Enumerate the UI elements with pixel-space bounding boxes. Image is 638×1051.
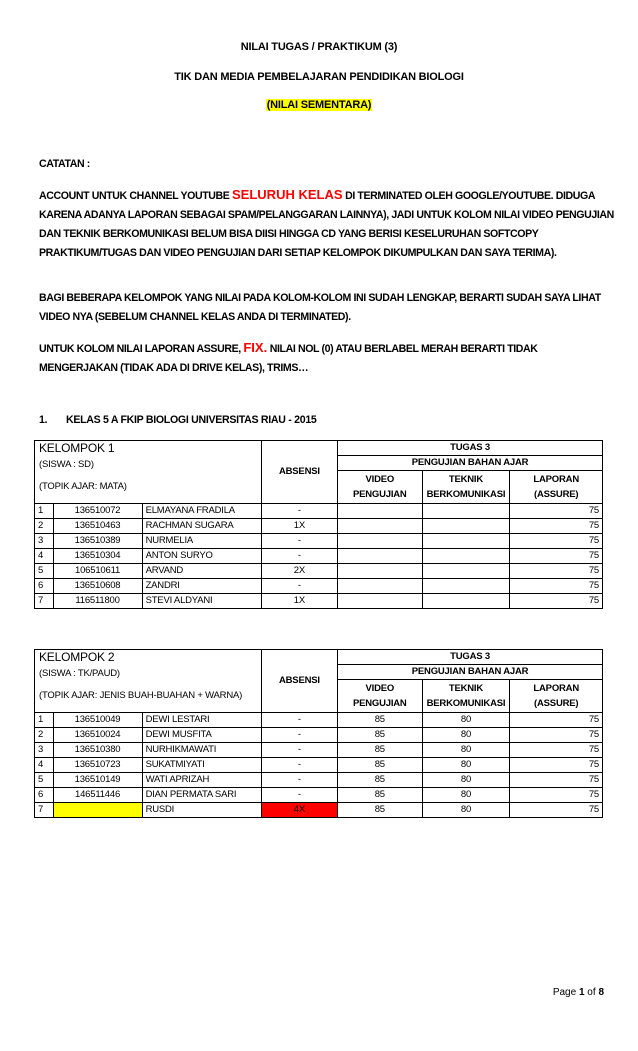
cell-teknik: 80 xyxy=(422,728,510,743)
cell-teknik xyxy=(422,594,510,609)
cell-no: 4 xyxy=(35,549,54,564)
cell-absensi: - xyxy=(261,504,337,519)
table-row xyxy=(35,758,603,773)
note-paragraph-1 xyxy=(39,185,614,263)
cell-teknik xyxy=(422,519,510,534)
cell-teknik: 80 xyxy=(422,803,510,818)
cell-video: 85 xyxy=(338,728,422,743)
cell-laporan: 75 xyxy=(510,504,603,519)
cell-absensi: - xyxy=(261,773,337,788)
cell-laporan: 75 xyxy=(510,758,603,773)
col-laporan xyxy=(510,471,603,504)
cell-nim: 106510611 xyxy=(53,564,142,579)
table-row xyxy=(35,594,603,609)
col-video xyxy=(338,680,422,713)
group-topik: (TOPIK AJAR: JENIS BUAH-BUAHAN + WARNA) xyxy=(39,690,243,701)
col-video-l2: PENGUJIAN xyxy=(352,698,407,709)
note-1-text-a: ACCOUNT UNTUK CHANNEL YOUTUBE xyxy=(39,190,233,202)
col-laporan-l2: (ASSURE) xyxy=(534,698,579,709)
table-row xyxy=(35,579,603,594)
col-teknik-l2: BERKOMUNIKASI xyxy=(426,489,506,500)
cell-absensi: 1X xyxy=(261,519,337,534)
cell-teknik: 80 xyxy=(422,788,510,803)
col-pengujian: PENGUJIAN BAHAN AJAR xyxy=(338,456,603,471)
cell-nama: DEWI MUSFITA xyxy=(142,728,261,743)
col-teknik-l1: TEKNIK xyxy=(448,683,484,694)
col-tugas: TUGAS 3 xyxy=(338,650,603,665)
cell-no: 5 xyxy=(35,773,54,788)
cell-video: 85 xyxy=(338,803,422,818)
cell-absensi: - xyxy=(261,579,337,594)
col-laporan-l1: LAPORAN xyxy=(533,683,579,694)
cell-video: 85 xyxy=(338,743,422,758)
cell-absensi: - xyxy=(261,743,337,758)
note-3-text-a: UNTUK KOLOM NILAI LAPORAN ASSURE, xyxy=(39,343,244,355)
group-name: KELOMPOK 1 xyxy=(39,441,115,455)
cell-nim: 136510024 xyxy=(53,728,142,743)
cell-video xyxy=(338,579,422,594)
cell-nim xyxy=(53,803,142,818)
cell-nim: 136510304 xyxy=(53,549,142,564)
table-row xyxy=(35,728,603,743)
col-absensi: ABSENSI xyxy=(261,650,337,713)
cell-absensi: 2X xyxy=(261,564,337,579)
group-header xyxy=(35,441,262,504)
cell-nim: 146511446 xyxy=(53,788,142,803)
col-video-l1: VIDEO xyxy=(365,474,395,485)
table-row xyxy=(35,549,603,564)
group-table-1 xyxy=(34,440,603,609)
cell-nim: 136510049 xyxy=(53,713,142,728)
cell-video xyxy=(338,504,422,519)
status-label-wrap xyxy=(0,99,638,111)
footer-of-word: of xyxy=(584,987,599,998)
page-footer xyxy=(553,987,604,998)
cell-no: 2 xyxy=(35,728,54,743)
group-header xyxy=(35,650,262,713)
cell-nama: NURMELIA xyxy=(142,534,261,549)
cell-nama: RACHMAN SUGARA xyxy=(142,519,261,534)
table-row xyxy=(35,504,603,519)
col-video-l1: VIDEO xyxy=(365,683,395,694)
cell-teknik xyxy=(422,549,510,564)
cell-video xyxy=(338,519,422,534)
cell-no: 3 xyxy=(35,534,54,549)
footer-page-word: Page xyxy=(552,987,579,998)
cell-nama: ZANDRI xyxy=(142,579,261,594)
cell-nama: DIAN PERMATA SARI xyxy=(142,788,261,803)
col-teknik-l1: TEKNIK xyxy=(448,474,484,485)
status-label: (NILAI SEMENTARA) xyxy=(266,99,372,111)
cell-laporan: 75 xyxy=(510,564,603,579)
col-teknik xyxy=(422,680,510,713)
table-row xyxy=(35,519,603,534)
col-laporan-l2: (ASSURE) xyxy=(534,489,579,500)
section-title: KELAS 5 A FKIP BIOLOGI UNIVERSITAS RIAU - 2015 xyxy=(66,414,317,426)
cell-no: 2 xyxy=(35,519,54,534)
cell-laporan: 75 xyxy=(510,549,603,564)
footer-page-number: 1 xyxy=(578,987,585,998)
cell-nim: 136510463 xyxy=(53,519,142,534)
cell-teknik xyxy=(422,579,510,594)
cell-no: 1 xyxy=(35,504,54,519)
cell-laporan: 75 xyxy=(510,743,603,758)
col-pengujian: PENGUJIAN BAHAN AJAR xyxy=(338,665,603,680)
cell-no: 1 xyxy=(35,713,54,728)
cell-nim: 116511800 xyxy=(53,594,142,609)
cell-no: 7 xyxy=(35,594,54,609)
table-row xyxy=(35,788,603,803)
cell-teknik xyxy=(422,504,510,519)
cell-video: 85 xyxy=(338,788,422,803)
cell-video: 85 xyxy=(338,773,422,788)
page-title: NILAI TUGAS / PRAKTIKUM (3) xyxy=(240,41,398,53)
note-1-text-b: DI TERMINATED OLEH GOOGLE/YOUTUBE. DIDUGA KARENA ADANYA LAPORAN SEBAGAI SPAM/PELANGGARAN LAINNYA), JADI UNTUK KOLOM NILAI VIDEO PENGUJIAN DAN TEKNIK BERKOMUNIKASI BELUM BISA DIISI HINGGA CD YANG BERISI KESELURUHAN SOFTCOPY PRAKTIKUM/TUGAS DAN VIDEO PENGUJIAN DARI SETIAP KELOMPOK DIKUMPULKAN DAN SAYA TERIMA). xyxy=(39,190,614,259)
footer-page-total: 8 xyxy=(598,987,604,998)
cell-laporan: 75 xyxy=(510,594,603,609)
cell-absensi: 1X xyxy=(261,594,337,609)
cell-teknik: 80 xyxy=(422,773,510,788)
cell-nama: ANTON SURYO xyxy=(142,549,261,564)
table-row xyxy=(35,713,603,728)
cell-absensi: - xyxy=(261,549,337,564)
col-video-l2: PENGUJIAN xyxy=(352,489,407,500)
cell-absensi: - xyxy=(261,758,337,773)
group-name: KELOMPOK 2 xyxy=(39,650,115,664)
table-row xyxy=(35,803,603,818)
cell-teknik: 80 xyxy=(422,713,510,728)
note-3-text-b: NILAI NOL (0) ATAU BERLABEL MERAH BERARTI TIDAK MENGERJAKAN (TIDAK ADA DI DRIVE KELAS), TRIMS… xyxy=(39,343,538,374)
cell-nim: 136510608 xyxy=(53,579,142,594)
cell-nama: SUKATMIYATI xyxy=(142,758,261,773)
table-row xyxy=(35,743,603,758)
cell-laporan: 75 xyxy=(510,803,603,818)
cell-teknik xyxy=(422,534,510,549)
cell-nim: 136510380 xyxy=(53,743,142,758)
note-3-highlight: FIX. xyxy=(243,340,268,355)
cell-nama: NURHIKMAWATI xyxy=(142,743,261,758)
cell-no: 6 xyxy=(35,788,54,803)
cell-nama: ELMAYANA FRADILA xyxy=(142,504,261,519)
cell-no: 7 xyxy=(35,803,54,818)
cell-no: 3 xyxy=(35,743,54,758)
col-laporan-l1: LAPORAN xyxy=(533,474,579,485)
cell-nim: 136510723 xyxy=(53,758,142,773)
cell-teknik xyxy=(422,564,510,579)
cell-nim: 136510149 xyxy=(53,773,142,788)
cell-video: 85 xyxy=(338,713,422,728)
col-absensi: ABSENSI xyxy=(261,441,337,504)
cell-laporan: 75 xyxy=(510,773,603,788)
table-row xyxy=(35,564,603,579)
cell-teknik: 80 xyxy=(422,758,510,773)
cell-teknik: 80 xyxy=(422,743,510,758)
cell-no: 5 xyxy=(35,564,54,579)
cell-video xyxy=(338,534,422,549)
cell-laporan: 75 xyxy=(510,788,603,803)
cell-absensi: 4X xyxy=(261,803,337,818)
cell-laporan: 75 xyxy=(510,579,603,594)
col-teknik xyxy=(422,471,510,504)
cell-absensi: - xyxy=(261,788,337,803)
group-siswa: (SISWA : SD) xyxy=(39,459,94,470)
cell-nama: STEVI ALDYANI xyxy=(142,594,261,609)
note-paragraph-3 xyxy=(39,338,614,378)
cell-absensi: - xyxy=(261,713,337,728)
col-teknik-l2: BERKOMUNIKASI xyxy=(426,698,506,709)
cell-laporan: 75 xyxy=(510,713,603,728)
group-table-2 xyxy=(34,649,603,818)
cell-no: 4 xyxy=(35,758,54,773)
cell-nama: RUSDI xyxy=(142,803,261,818)
col-tugas: TUGAS 3 xyxy=(338,441,603,456)
col-laporan xyxy=(510,680,603,713)
note-1-highlight: SELURUH KELAS xyxy=(232,187,343,202)
cell-video: 85 xyxy=(338,758,422,773)
cell-laporan: 75 xyxy=(510,534,603,549)
cell-video xyxy=(338,564,422,579)
cell-video xyxy=(338,549,422,564)
col-video xyxy=(338,471,422,504)
section-number: 1. xyxy=(39,414,48,426)
cell-nama: WATI APRIZAH xyxy=(142,773,261,788)
cell-nim: 136510389 xyxy=(53,534,142,549)
notes-label: CATATAN : xyxy=(39,158,90,170)
page-subtitle: TIK DAN MEDIA PEMBELAJARAN PENDIDIKAN BIOLOGI xyxy=(174,71,464,83)
table-row xyxy=(35,773,603,788)
group-siswa: (SISWA : TK/PAUD) xyxy=(39,668,120,679)
group-topik: (TOPIK AJAR: MATA) xyxy=(39,481,127,492)
cell-no: 6 xyxy=(35,579,54,594)
cell-laporan: 75 xyxy=(510,519,603,534)
table-row xyxy=(35,534,603,549)
cell-nim: 136510072 xyxy=(53,504,142,519)
cell-nama: ARVAND xyxy=(142,564,261,579)
cell-video xyxy=(338,594,422,609)
cell-absensi: - xyxy=(261,728,337,743)
note-paragraph-2: BAGI BEBERAPA KELOMPOK YANG NILAI PADA KOLOM-KOLOM INI SUDAH LENGKAP, BERARTI SUDAH SAYA LIHAT VIDEO NYA (SEBELUM CHANNEL KELAS ANDA DI TERMINATED). xyxy=(39,292,601,323)
cell-nama: DEWI LESTARI xyxy=(142,713,261,728)
cell-laporan: 75 xyxy=(510,728,603,743)
cell-absensi: - xyxy=(261,534,337,549)
